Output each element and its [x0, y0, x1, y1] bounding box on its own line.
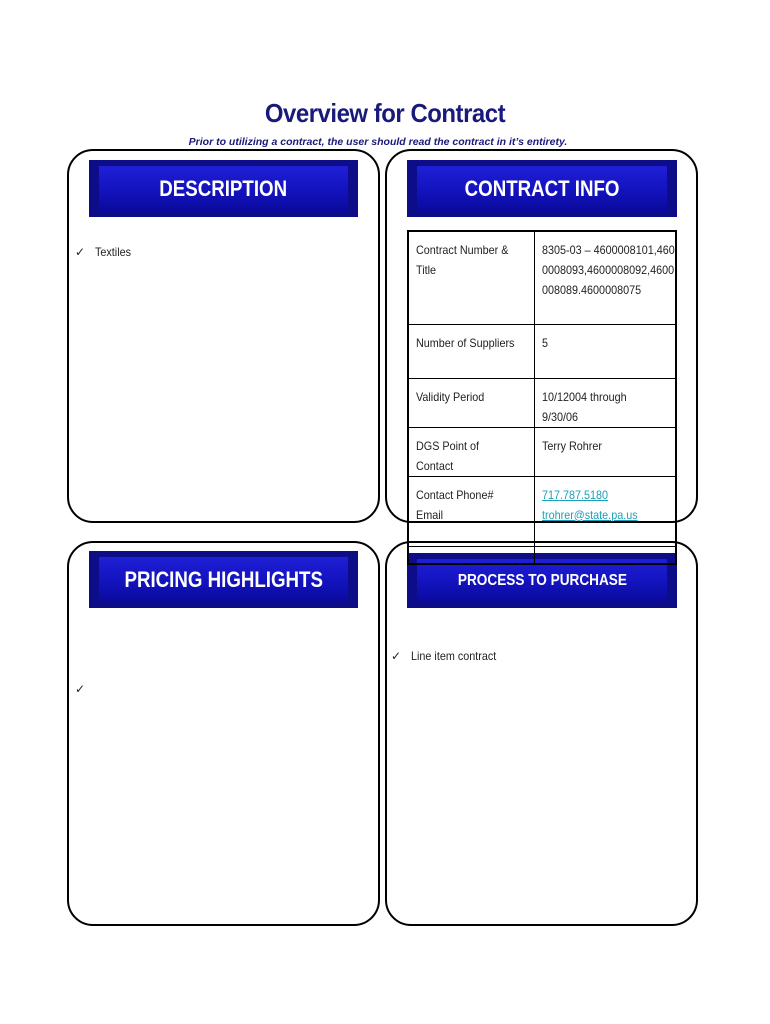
description-heading: DESCRIPTION [159, 175, 288, 201]
suppliers-label: Number of Suppliers [416, 335, 515, 350]
description-header [89, 160, 358, 217]
page-subtitle: Prior to utilizing a contract, the user should read the contract in it’s entirety. [188, 136, 568, 148]
pricing-header [89, 551, 358, 608]
process-heading: PROCESS TO PURCHASE [457, 571, 627, 589]
table-row [408, 378, 676, 427]
dgs-contact-value: Terry Rohrer [541, 438, 602, 453]
validity-label: Validity Period [416, 389, 485, 404]
check-icon: ✓ [75, 245, 86, 259]
email-label: Email [416, 507, 444, 522]
pricing-heading: PRICING HIGHLIGHTS [124, 566, 323, 592]
contract-number-label: Contract Number & Title [416, 243, 509, 277]
process-item [391, 649, 506, 663]
phone-link[interactable]: 717.787.5180 [541, 487, 608, 502]
email-link[interactable]: trohrer@state.pa.us [541, 507, 638, 522]
table-row [408, 324, 676, 378]
table-row [408, 546, 676, 564]
check-icon: ✓ [391, 649, 402, 663]
suppliers-value: 5 [541, 335, 548, 350]
table-row [408, 476, 676, 546]
description-item [75, 245, 135, 259]
table-row [408, 231, 676, 324]
table-row [408, 427, 676, 476]
dgs-contact-label: DGS Point of Contact [416, 438, 480, 473]
process-item-text: Line item contract [411, 649, 497, 663]
page-title: Overview for Contract [264, 98, 506, 128]
description-item-text: Textiles [95, 245, 132, 259]
contract-info-header [407, 160, 677, 217]
phone-label: Contact Phone# [416, 487, 494, 502]
pricing-item [75, 682, 95, 696]
check-icon: ✓ [75, 682, 86, 696]
contract-number-value: 8305-03 – 4600008101,4600008093,4600008092,4600008089.4600008075 [541, 243, 675, 297]
contract-info-heading: CONTRACT INFO [464, 175, 620, 201]
validity-value: 10/12004 through 9/30/06 [541, 389, 627, 424]
contract-info-table [407, 230, 677, 565]
